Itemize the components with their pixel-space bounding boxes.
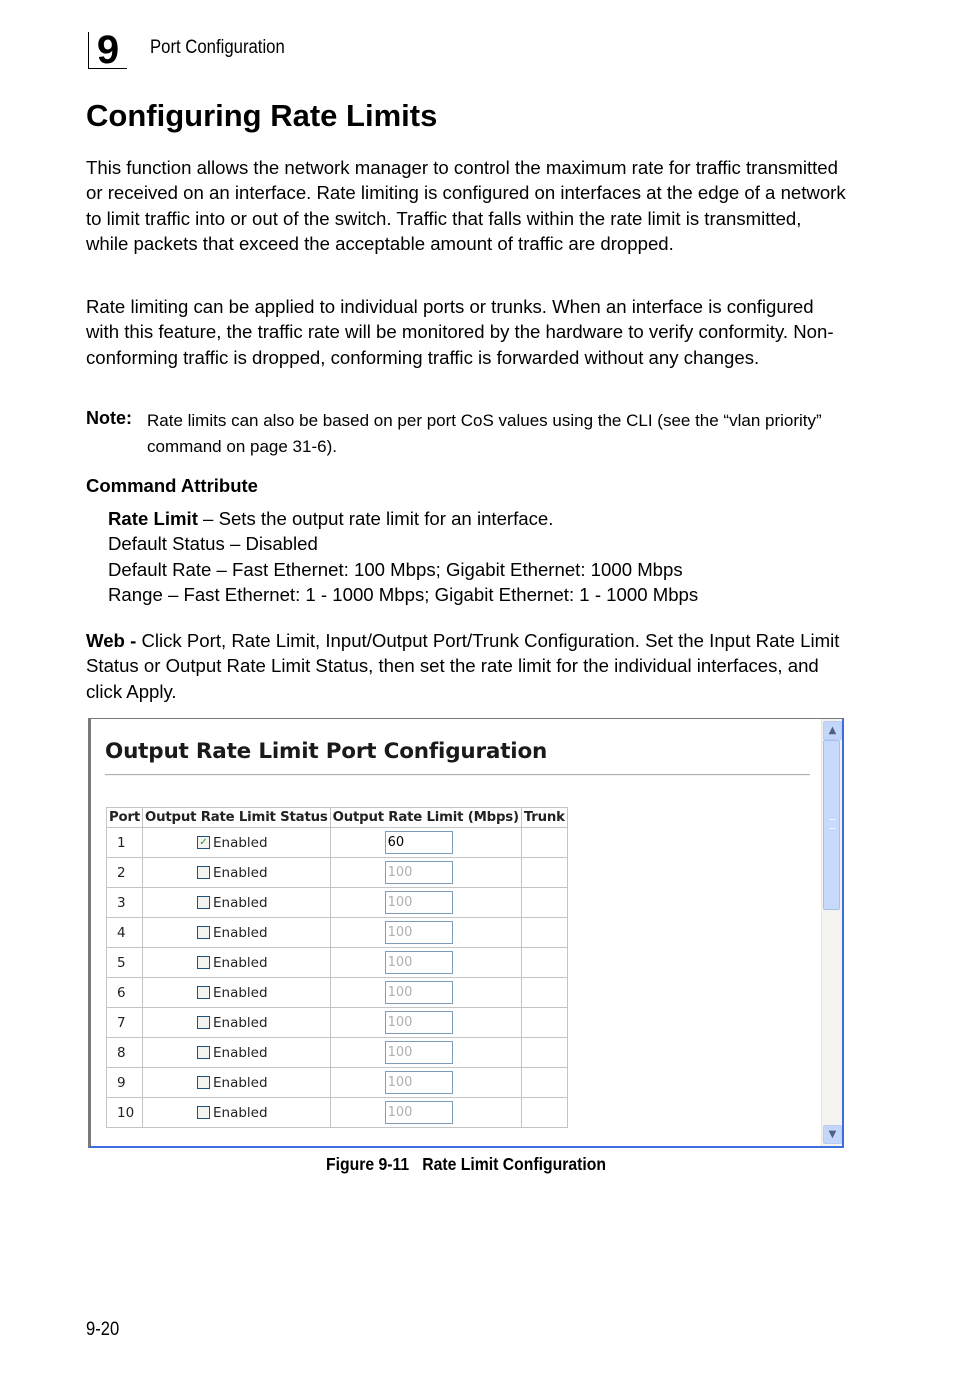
rate-limiting-paragraph: Rate limiting can be applied to individual ports or trunks. When an interface is configured with this feature, the traffic rate will be monitored by the hardware to verify conformity. Non-conforming traffic is dropped, conforming traffic is forwarded without any changes. [86,296,834,368]
column-header-trunk: Trunk [521,808,567,828]
scrollbar-thumb[interactable] [823,740,840,910]
enabled-checkbox-label[interactable] [197,895,330,911]
enabled-label: Enabled [213,894,268,911]
enabled-checkbox-label[interactable] [197,955,330,971]
table-row [107,1098,568,1128]
rate-limit-input[interactable] [385,1041,453,1064]
enabled-checkbox-label[interactable] [197,1075,330,1091]
rate-limit-input[interactable] [385,1071,453,1094]
table-row [107,1038,568,1068]
rate-limit-screenshot [88,718,844,1148]
port-number: 4 [117,924,126,941]
rate-cell [330,918,521,948]
table-row [107,1008,568,1038]
port-number-cell [107,1038,143,1068]
enabled-checkbox-label[interactable] [197,1105,330,1121]
enabled-label: Enabled [213,954,268,971]
enabled-label: Enabled [213,924,268,941]
port-number-cell [107,858,143,888]
port-number: 7 [117,1014,126,1031]
trunk-cell [521,918,567,948]
enabled-checkbox-label[interactable] [197,865,330,881]
enabled-label: Enabled [213,984,268,1001]
rate-limit-attribute [108,506,698,531]
intro-paragraph: This function allows the network manager to control the maximum rate for traffic transmitted or received on an interface. Rate limiting is configured on interfaces at the edge of a network to limit traffic into or out of the switch. Traffic that falls within the rate limit is transmitted, while packets that exceed the acceptable amount of traffic are dropped. [86,157,846,254]
enabled-label: Enabled [213,1074,268,1091]
rate-limit-input[interactable] [385,861,453,884]
trunk-cell [521,978,567,1008]
column-header-rate: Output Rate Limit (Mbps) [330,808,521,828]
default-status-line: Default Status – Disabled [108,533,318,555]
status-cell [143,1068,331,1098]
rate-cell [330,1008,521,1038]
attribute-description: – Sets the output rate limit for an interface. [197,508,554,529]
table-row [107,948,568,978]
rate-cell [330,828,521,858]
checkbox-unchecked-icon[interactable] [197,926,210,939]
trunk-cell [521,948,567,978]
checkbox-unchecked-icon[interactable] [197,986,210,999]
default-rate-line: Default Rate – Fast Ethernet: 100 Mbps; Gigabit Ethernet: 1000 Mbps [108,558,683,580]
trunk-cell [521,1098,567,1128]
trunk-cell [521,858,567,888]
port-number: 3 [117,894,126,911]
port-number: 5 [117,954,126,971]
status-cell [143,1008,331,1038]
port-number: 9 [117,1074,126,1091]
port-number: 1 [117,834,126,851]
checkbox-checked-icon[interactable]: ✓ [197,836,210,849]
port-number-cell [107,888,143,918]
page-number: 9-20 [86,1318,120,1340]
enabled-checkbox-label[interactable] [197,925,330,941]
port-number-cell [107,948,143,978]
rate-cell [330,978,521,1008]
port-number-cell [107,918,143,948]
note-label: Note: [86,408,132,428]
status-cell [143,828,331,858]
trunk-cell [521,1008,567,1038]
rate-cell [330,1068,521,1098]
enabled-label: Enabled [213,1014,268,1031]
rate-cell [330,888,521,918]
enabled-label: Enabled [213,1104,268,1121]
rate-cell [330,858,521,888]
port-number-cell [107,1098,143,1128]
scroll-up-arrow-icon[interactable]: ▲ [823,721,842,740]
port-number: 10 [117,1104,135,1121]
status-cell [143,918,331,948]
enabled-checkbox-label[interactable] [197,1045,330,1061]
port-number-cell [107,828,143,858]
command-attribute-heading: Command Attribute [86,475,258,496]
table-row [107,978,568,1008]
web-instructions [86,628,846,704]
rate-limit-input[interactable] [385,1101,453,1124]
checkbox-unchecked-icon[interactable] [197,1076,210,1089]
port-number: 6 [117,984,126,1001]
table-header-row [107,808,568,828]
scroll-down-arrow-icon[interactable]: ▼ [823,1125,842,1144]
note-text: Rate limits can also be based on per port CoS values using the CLI (see the “vlan priority” command on page 31-6). [147,411,822,456]
chapter-number-badge: 9 [88,32,127,69]
table-row [107,1068,568,1098]
port-number: 8 [117,1044,126,1061]
status-cell [143,978,331,1008]
checkbox-unchecked-icon[interactable] [197,866,210,879]
port-number: 2 [117,864,126,881]
rate-limit-input[interactable] [385,981,453,1004]
status-cell [143,1098,331,1128]
rate-limit-input[interactable] [385,951,453,974]
web-label: Web - [86,630,137,651]
port-number-cell [107,1008,143,1038]
status-cell [143,948,331,978]
enabled-checkbox-label[interactable] [197,835,330,851]
figure-panel-title: Output Rate Limit Port Configuration [105,739,548,764]
checkbox-unchecked-icon[interactable] [197,956,210,969]
rate-limit-input[interactable] [385,921,453,944]
table-row [107,918,568,948]
status-cell [143,1038,331,1068]
rate-cell [330,948,521,978]
checkbox-unchecked-icon[interactable] [197,1106,210,1119]
trunk-cell [521,828,567,858]
status-cell [143,888,331,918]
checkbox-unchecked-icon[interactable] [197,1016,210,1029]
enabled-label: Enabled [213,864,268,881]
checkbox-unchecked-icon[interactable] [197,1046,210,1059]
checkbox-unchecked-icon[interactable] [197,896,210,909]
enabled-label: Enabled [213,834,268,851]
column-header-port: Port [107,808,143,828]
trunk-cell [521,1068,567,1098]
enabled-label: Enabled [213,1044,268,1061]
figure-caption: Figure 9-11 Rate Limit Configuration [326,1154,607,1174]
port-rate-table [106,807,568,1128]
rate-limit-input[interactable] [385,831,453,854]
range-line: Range – Fast Ethernet: 1 - 1000 Mbps; Gigabit Ethernet: 1 - 1000 Mbps [108,583,699,605]
rate-limit-input[interactable] [385,891,453,914]
web-text: Click Port, Rate Limit, Input/Output Port/Trunk Configuration. Set the Input Rate Limit Status or Output Rate Limit Status, then set the rate limit for the individual interfaces, and click Apply. [86,630,840,702]
enabled-checkbox-label[interactable] [197,1015,330,1031]
trunk-cell [521,1038,567,1068]
grip-icon [829,819,836,829]
attribute-term: Rate Limit [108,508,198,529]
running-header: Port Configuration [150,37,285,58]
status-cell [143,858,331,888]
page-title: Configuring Rate Limits [86,98,438,133]
trunk-cell [521,888,567,918]
port-number-cell [107,1068,143,1098]
table-row [107,888,568,918]
title-divider [105,774,810,776]
table-row [107,828,568,858]
port-number-cell [107,978,143,1008]
rate-cell [330,1038,521,1068]
command-attribute-list [108,506,698,607]
rate-limit-input[interactable] [385,1011,453,1034]
enabled-checkbox-label[interactable] [197,985,330,1001]
column-header-status: Output Rate Limit Status [143,808,331,828]
table-row [107,858,568,888]
vertical-scrollbar[interactable] [821,719,842,1146]
rate-cell [330,1098,521,1128]
